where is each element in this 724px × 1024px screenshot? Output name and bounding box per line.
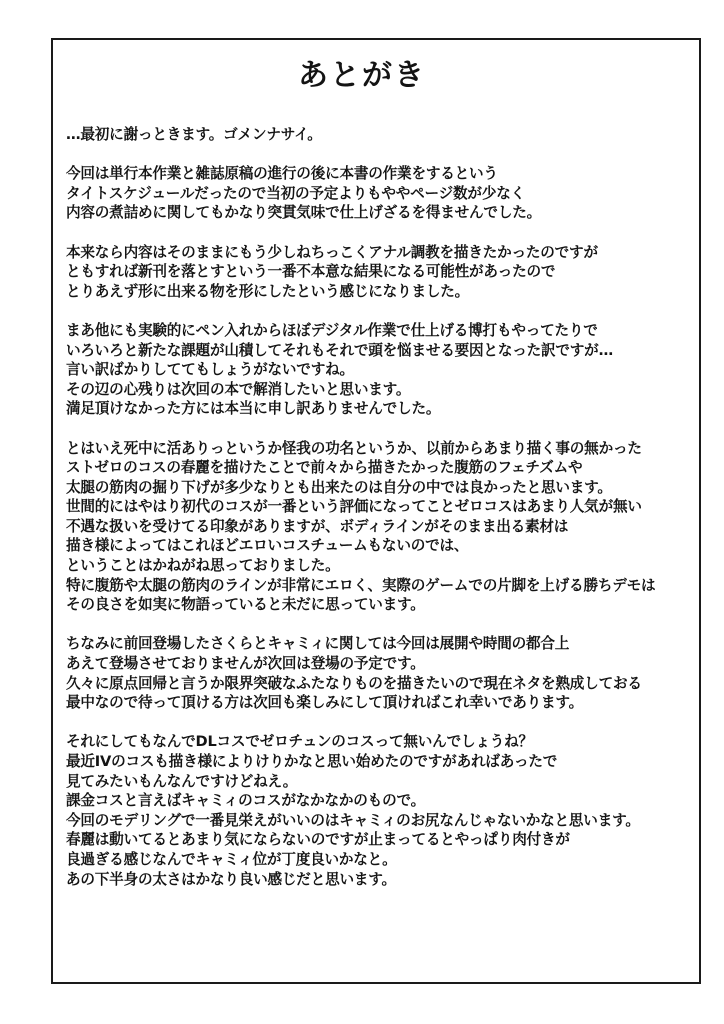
text-line: ストゼロのコスの春麗を描けたことで前々から描きたかった腹筋のフェチズムや bbox=[66, 459, 583, 477]
text-line: 世間的にはやはり初代のコスが一番という評価になってことゼロコスはあまり人気が無い bbox=[66, 498, 642, 516]
text-line: あえて登場させておりませんが次回は登場の予定です。 bbox=[66, 655, 425, 673]
text-line: まあ他にも実験的にペン入れからほぼデジタル作業で仕上げる博打もやってたりで bbox=[66, 321, 598, 339]
text-line: 内容の煮詰めに関してもかなり突貫気味で仕上げざるを得ませんでした。 bbox=[66, 204, 541, 222]
text-line: タイトスケジュールだったので当初の予定よりもややページ数が少なく bbox=[66, 184, 525, 202]
page-title: あとがき bbox=[298, 58, 426, 93]
afterword-body bbox=[66, 125, 692, 909]
text-line: ということはかねがね思っておりました。 bbox=[66, 557, 340, 575]
text-line: 良過ぎる感じなんでキャミィ位が丁度良いかなと。 bbox=[66, 850, 397, 868]
text-line: 見てみたいもんなんですけどねえ。 bbox=[66, 772, 298, 790]
text-line: あの下半身の太さはかなり良い感じだと思います。 bbox=[66, 870, 396, 888]
paragraph-next-time bbox=[66, 634, 692, 712]
text-line: 言い訳ばかりしててもしょうがないですね。 bbox=[66, 361, 354, 379]
text-line: 描き様によってはこれほどエロいコスチュームもないのでは、 bbox=[66, 537, 469, 555]
paragraph-schedule bbox=[66, 164, 692, 223]
text-line: いろいろと新たな課題が山積してそれもそれで頭を悩ませる要因となった訳ですが… bbox=[66, 341, 613, 359]
text-line: その良さを如実に物語っていると未だに思っています。 bbox=[66, 596, 425, 614]
paragraph-digital bbox=[66, 321, 692, 419]
text-line: 最近IVのコスも描き様によりけりかなと思い始めたのですがあればあったで bbox=[66, 753, 558, 770]
text-line: 特に腹筋や太腿の筋肉のラインが非常にエロく、実際のゲームでの片脚を上げる勝ちデモは bbox=[66, 576, 656, 594]
text-line: 久々に原点回帰と言うか限界突破なふたなりものを描きたいので現在ネタを熟成しておる bbox=[66, 674, 642, 692]
text-line: 不遇な扱いを受けてる印象がありますが、ボディラインがそのまま出る素材は bbox=[66, 517, 569, 535]
paragraph-content bbox=[66, 243, 692, 302]
text-line: 今回は単行本作業と雑誌原稿の進行の後に本書の作業をするという bbox=[66, 165, 498, 183]
text-line: ともすれば新刊を落とすという一番不本意な結果になる可能性があったので bbox=[66, 263, 556, 281]
text-line: 春麗は動いてるとあまり気にならないのですが止まってるとやっぱり肉付きが bbox=[66, 831, 570, 849]
text-line: ちなみに前回登場したさくらとキャミィに関しては今回は展開や時間の都合上 bbox=[66, 635, 570, 653]
paragraph-costume bbox=[66, 439, 692, 615]
text-line: 本来なら内容はそのままにもう少しねちっこくアナル調教を描きたかったのですが bbox=[66, 243, 598, 261]
paragraph-dlc bbox=[66, 732, 692, 889]
text-line: その辺の心残りは次回の本で解消したいと思います。 bbox=[66, 380, 411, 398]
text-line: 太腿の筋肉の掘り下げが多少なりとも出来たのは自分の中では良かったと思います。 bbox=[66, 478, 612, 496]
text-line: それにしてもなんでDLコスでゼロチュンのコスって無いんでしょうね？ bbox=[66, 733, 533, 751]
text-line: とはいえ死中に活ありっというか怪我の功名というか、以前からあまり描く事の無かった bbox=[66, 439, 642, 457]
text-line: 最中なので待って頂ける方は次回も楽しみにして頂ければこれ幸いであります。 bbox=[66, 694, 584, 712]
text-line: 課金コスと言えばキャミィのコスがなかなかのもので。 bbox=[66, 792, 425, 810]
text-line: とりあえず形に出来る物を形にしたという感じになりました。 bbox=[66, 282, 470, 300]
text-line: 今回のモデリングで一番見栄えがいいのはキャミィのお尻なんじゃないかなと思います。 bbox=[66, 811, 640, 829]
paragraph-apology bbox=[66, 125, 692, 145]
text-line: …最初に謝っときます。ゴメンナサイ。 bbox=[66, 126, 322, 143]
text-line: 満足頂けなかった方には本当に申し訳ありませんでした。 bbox=[66, 400, 441, 418]
